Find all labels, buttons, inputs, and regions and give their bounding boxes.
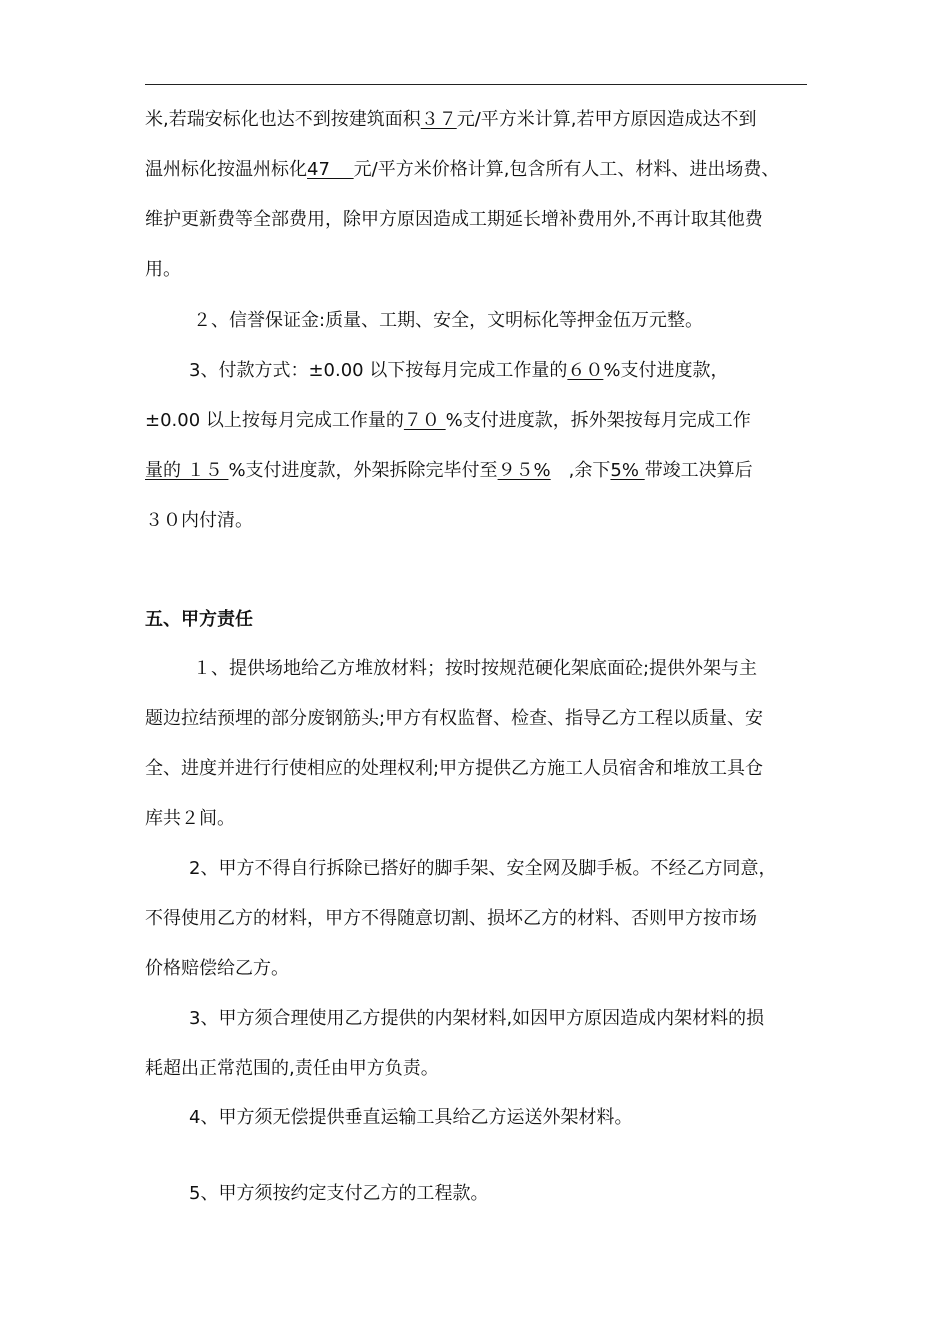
underlined-value: ６０ [567,360,604,381]
text-line [193,657,757,681]
text-run: 5、甲方须按约定支付乙方的工程款。 [189,1183,489,1204]
text-line [189,1007,764,1031]
text-run: 用。 [145,259,181,280]
text-run: ３０内付清。 [145,510,253,531]
text-run: 带竣工决算后 [644,460,753,481]
underlined-value: 47 [307,159,354,180]
text-run: 题边拉结预埋的部分废钢筋头;甲方有权监督、检查、指导乙方工程以质量、安 [145,708,764,729]
text-run: ,余下 [550,460,611,481]
text-line [145,158,779,182]
text-run: 五、甲方责任 [145,609,253,630]
text-run: 3、甲方须合理使用乙方提供的内架材料,如因甲方原因造成内架材料的损 [189,1008,765,1029]
text-line [145,509,253,533]
text-run: 库共２间。 [145,808,235,829]
text-run: 2、甲方不得自行拆除已搭好的脚手架、安全网及脚手板。不经乙方同意， [189,858,777,879]
text-line [189,359,728,383]
text-run: 不得使用乙方的材料，甲方不得随意切割、损坏乙方的材料、否则甲方按市场 [145,908,757,929]
text-run: ±0.00 以上按每月完成工作量的 [145,410,404,431]
text-run: 维护更新费等全部费用，除甲方原因造成工期延长增补费用外,不再计取其他费 [145,209,763,230]
text-line [145,409,751,433]
text-run: 价格赔偿给乙方。 [145,958,289,979]
text-run: １、提供场地给乙方堆放材料；按时按规范硬化架底面砼;提供外架与主 [193,658,758,679]
text-run: %支付进度款， [603,360,729,381]
underlined-value: 5% [610,460,645,481]
text-line [193,309,703,333]
text-run: 3、付款方式：±0.00 以下按每月完成工作量的 [189,360,568,381]
text-line [145,807,235,831]
text-line [145,957,289,981]
text-line [145,208,763,232]
underlined-value: ７０ [403,410,446,431]
text-run: 全、进度并进行行使相应的处理权利;甲方提供乙方施工人员宿舍和堆放工具仓 [145,758,764,779]
text-line [145,1057,439,1081]
text-line [145,757,763,781]
text-line [145,108,757,132]
text-run: 温州标化按温州标化 [145,159,307,180]
text-run: %支付进度款，外架拆除完毕付至 [228,460,498,481]
text-line [145,707,763,731]
text-line [145,459,753,483]
text-run: 米,若瑞安标化也达不到按建筑面积 [145,109,421,130]
text-run: ２、信誉保证金:质量、工期、安全，文明标化等押金伍万元整。 [193,310,704,331]
underlined-value: ３７ [420,109,457,130]
header-rule [145,84,807,85]
underlined-value: 量的 １５ [145,460,229,481]
text-run: 耗超出正常范围的,责任由甲方负责。 [145,1058,439,1079]
text-line [189,857,776,881]
text-line [145,907,757,931]
text-run: %支付进度款，拆外架按每月完成工作 [445,410,751,431]
text-run: 元/平方米计算,若甲方原因造成达不到 [456,109,757,130]
section-heading [145,608,253,632]
text-run: 4、甲方须无偿提供垂直运输工具给乙方运送外架材料。 [189,1107,633,1128]
text-line [189,1182,488,1206]
text-line [145,258,181,282]
text-line [189,1106,632,1130]
underlined-value: ９５% [497,460,551,481]
text-run: 元/平方米价格计算,包含所有人工、材料、进出场费、 [353,159,780,180]
